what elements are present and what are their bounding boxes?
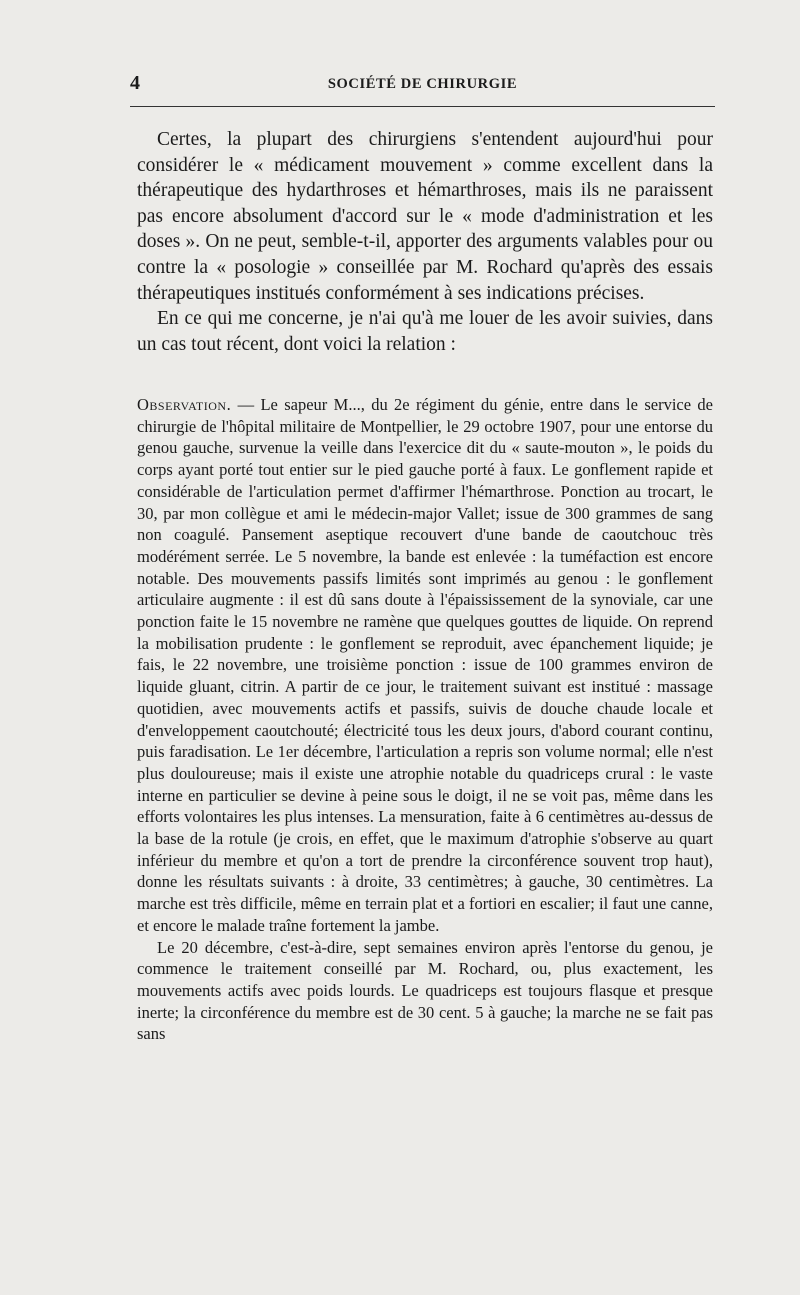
- paragraph-intro: Certes, la plupart des chirurgiens s'entendent aujourd'hui pour considérer le « médicament mouvement » comme excellent dans la thérapeutique des hydarthroses et hémarthroses, mais ils ne paraissent pas encore absolument d'accord sur le « mode d'administration et les doses ». On ne peut, semble-t-il, apporter des arguments valables pour ou contre la « posologie » conseillée par M. Rochard qu'après des essais thérapeutiques institués conformément à ses indications précises.: [137, 129, 713, 304]
- observation-label: Observation.: [137, 395, 232, 414]
- page-number: 4: [130, 72, 140, 94]
- observation-continuation: Le 20 décembre, c'est-à-dire, sept semaines environ après l'entorse du genou, je commence le traitement conseillé par M. Rochard, ou, plus exactement, les mouvements actifs avec poids lourds. Le quadriceps est toujours flasque et presque inerte; la circonférence du membre est de 30 cent. 5 à gauche; la marche ne se fait pas sans: [137, 937, 713, 1044]
- observation-paragraph: [137, 394, 713, 937]
- main-text: [137, 127, 713, 357]
- observation-section: [137, 394, 713, 1045]
- running-head: SOCIÉTÉ DE CHIRURGIE: [327, 76, 518, 92]
- page-header: [130, 72, 715, 96]
- paragraph-concern: En ce qui me concerne, je n'ai qu'à me louer de les avoir suivies, dans un cas tout récent, dont voici la relation :: [137, 308, 713, 355]
- observation-text: — Le sapeur M..., du 2e régiment du génie, entre dans le service de chirurgie de l'hôpital militaire de Montpellier, le 29 octobre 1907, pour une entorse du genou gauche, survenue la veille dans l'exercice dit du « saute-mouton », le poids du corps ayant porté tout entier sur le pied gauche porté à faux. Le gonflement rapide et considérable de l'articulation permet d'affirmer l'hémarthrose. Ponction au trocart, le 30, par mon collègue et ami le médecin-major Vallet; issue de 300 grammes de sang non coagulé. Pansement aseptique recouvert d'une bande de caoutchouc très modérément serrée. Le 5 novembre, la bande est enlevée : la tuméfaction est encore notable. Des mouvements passifs limités sont imprimés au genou : le gonflement articulaire augmente : il est dû sans doute à l'épaississement de la synoviale, car une ponction faite le 15 novembre ne ramène que quelques gouttes de liquide. On reprend la mobilisation prudente : le gonflement se reproduit, avec épanchement liquide; je fais, le 22 novembre, une troisième ponction : issue de 100 grammes environ de liquide gluant, citrin. A partir de ce jour, le traitement suivant est institué : massage quotidien, avec mouvements actifs et passifs, suivis de douche chaude locale et d'enveloppement caoutchouté; électricité tous les deux jours, d'abord courant continu, puis faradisation. Le 1er décembre, l'articulation a repris son volume normal; elle n'est plus douloureuse; mais il existe une atrophie notable du quadriceps crural : le vaste interne en particulier se devine à peine sous le doigt, il ne se voit pas, même dans les efforts volontaires les plus intenses. La mensuration, faite à 6 centimètres au-dessus de la base de la rotule (je crois, en effet, que le maximum d'atrophie s'observe au quart inférieur du membre et qu'on a tort de prendre la circonférence souvent trop haut), donne les résultats suivants : à droite, 33 centimètres; à gauche, 30 centimètres. La marche est très difficile, même en terrain plat et a fortiori en escalier; il faut une canne, et encore le malade traîne fortement la jambe.: [137, 395, 713, 935]
- header-rule: [130, 106, 715, 107]
